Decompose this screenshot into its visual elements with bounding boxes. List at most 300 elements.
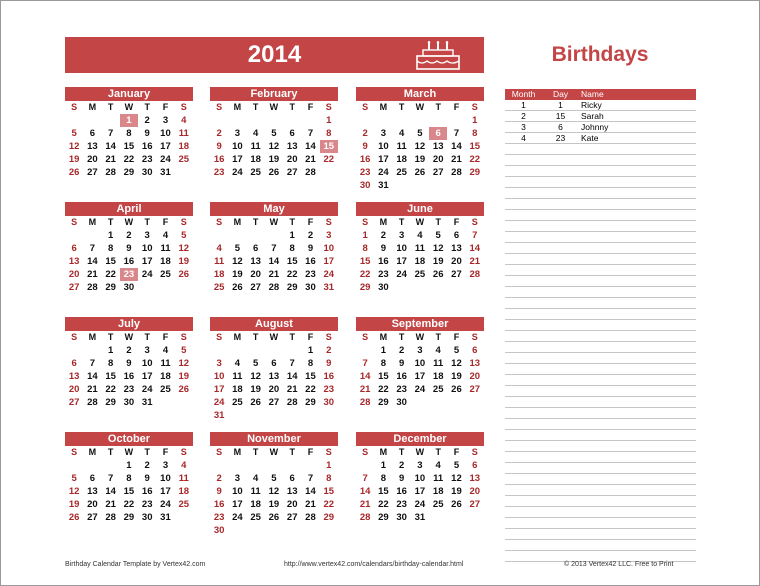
- day-cell: 23: [359, 167, 371, 178]
- empty-cell[interactable]: [505, 320, 542, 331]
- empty-cell[interactable]: [542, 507, 579, 518]
- day-cell: 15: [378, 486, 389, 497]
- day-cell: 1: [108, 230, 114, 241]
- empty-day-cell: [265, 524, 283, 537]
- birthday-day-cell: 15: [320, 140, 338, 153]
- weekday-label: F: [162, 332, 169, 342]
- day-cell: 20: [68, 269, 80, 280]
- day-cell: 5: [234, 243, 241, 254]
- day-cell: 12: [268, 486, 280, 497]
- week-row: [356, 114, 484, 127]
- day-cell: 25: [432, 384, 444, 395]
- day-cell: 14: [286, 371, 298, 382]
- week-row: [210, 281, 338, 294]
- empty-cell[interactable]: [579, 276, 696, 287]
- empty-cell[interactable]: [542, 452, 579, 463]
- weekday-label: S: [71, 102, 78, 112]
- empty-cell[interactable]: [505, 463, 542, 474]
- cell-name[interactable]: Ricky: [579, 100, 696, 111]
- day-cell: 13: [87, 486, 98, 497]
- day-cell: 27: [68, 282, 80, 293]
- empty-day-cell: [83, 229, 101, 242]
- weekday-label: T: [252, 447, 259, 457]
- empty-cell[interactable]: [542, 474, 579, 485]
- day-cell: 21: [305, 154, 316, 165]
- empty-cell[interactable]: [579, 199, 696, 210]
- week-row: [65, 114, 193, 127]
- day-cell: 8: [380, 358, 387, 369]
- week-row: [356, 255, 484, 268]
- day-cell: 5: [453, 460, 460, 471]
- day-cell: 27: [68, 397, 80, 408]
- empty-cell[interactable]: [579, 375, 696, 386]
- day-cell: 2: [380, 230, 387, 241]
- empty-cell[interactable]: [542, 298, 579, 309]
- cell-day[interactable]: 6: [542, 122, 579, 133]
- week-row: [65, 229, 193, 242]
- table-row-empty: [505, 199, 696, 210]
- table-row-empty: [505, 331, 696, 342]
- cell-month[interactable]: 4: [505, 133, 542, 144]
- empty-cell[interactable]: [542, 144, 579, 155]
- day-cell: 16: [123, 256, 135, 267]
- empty-cell[interactable]: [579, 551, 696, 562]
- empty-cell[interactable]: [505, 155, 542, 166]
- table-row-empty: [505, 441, 696, 452]
- cell-day[interactable]: 15: [542, 111, 579, 122]
- empty-cell[interactable]: [542, 540, 579, 551]
- day-cell: 16: [141, 486, 153, 497]
- empty-cell[interactable]: [542, 188, 579, 199]
- day-cell: 3: [162, 460, 169, 471]
- day-cell: 23: [141, 154, 153, 165]
- week-row: [210, 344, 338, 357]
- empty-cell[interactable]: [542, 177, 579, 188]
- month-title: November: [210, 432, 338, 446]
- day-cell: 2: [126, 345, 132, 356]
- day-cell: 14: [105, 141, 116, 152]
- table-row-empty: [505, 452, 696, 463]
- week-row: [356, 281, 484, 294]
- empty-cell[interactable]: [579, 331, 696, 342]
- empty-cell[interactable]: [579, 529, 696, 540]
- cell-name[interactable]: Johnny: [579, 122, 696, 133]
- empty-cell[interactable]: [542, 397, 579, 408]
- week-row: [65, 357, 193, 370]
- empty-cell[interactable]: [505, 144, 542, 155]
- empty-cell[interactable]: [579, 430, 696, 441]
- empty-cell[interactable]: [579, 320, 696, 331]
- day-cell: 6: [472, 460, 478, 471]
- empty-cell[interactable]: [579, 441, 696, 452]
- empty-cell[interactable]: [505, 232, 542, 243]
- week-row: [65, 268, 193, 281]
- cell-day[interactable]: 1: [542, 100, 579, 111]
- empty-cell[interactable]: [505, 353, 542, 364]
- day-cell: 6: [71, 243, 77, 254]
- empty-cell[interactable]: [579, 463, 696, 474]
- day-cell: 12: [451, 358, 462, 369]
- weekday-label: T: [435, 447, 441, 457]
- empty-cell[interactable]: [542, 254, 579, 265]
- empty-cell[interactable]: [505, 375, 542, 386]
- day-cell: 31: [213, 410, 225, 421]
- day-cell: 17: [141, 371, 153, 382]
- day-cell: 19: [178, 371, 190, 382]
- empty-cell[interactable]: [505, 452, 542, 463]
- empty-cell[interactable]: [579, 243, 696, 254]
- empty-day-cell: [411, 179, 429, 192]
- day-cell: 17: [232, 499, 243, 510]
- empty-cell[interactable]: [505, 188, 542, 199]
- empty-cell[interactable]: [579, 210, 696, 221]
- empty-cell[interactable]: [505, 309, 542, 320]
- empty-cell[interactable]: [579, 287, 696, 298]
- empty-cell[interactable]: [542, 309, 579, 320]
- empty-cell[interactable]: [579, 540, 696, 551]
- day-cell: 10: [160, 473, 171, 484]
- empty-cell[interactable]: [579, 397, 696, 408]
- empty-cell[interactable]: [579, 232, 696, 243]
- day-cell: 27: [469, 384, 481, 395]
- day-cell: 25: [213, 282, 225, 293]
- empty-cell[interactable]: [505, 474, 542, 485]
- empty-cell[interactable]: [505, 430, 542, 441]
- empty-cell[interactable]: [542, 485, 579, 496]
- cell-month[interactable]: 2: [505, 111, 542, 122]
- day-cell: 7: [108, 128, 114, 139]
- empty-cell[interactable]: [542, 265, 579, 276]
- day-cell: 13: [68, 256, 80, 267]
- cell-name[interactable]: Kate: [579, 133, 696, 144]
- day-cell: 8: [362, 243, 368, 254]
- empty-day-cell: [156, 281, 174, 294]
- day-cell: 8: [472, 128, 478, 139]
- week-row: [356, 153, 484, 166]
- empty-cell[interactable]: [505, 342, 542, 353]
- day-cell: 1: [380, 460, 387, 471]
- day-cell: 20: [268, 384, 280, 395]
- empty-cell[interactable]: [505, 507, 542, 518]
- day-cell: 27: [268, 397, 280, 408]
- day-cell: 23: [396, 499, 407, 510]
- empty-cell[interactable]: [505, 287, 542, 298]
- day-cell: 10: [414, 358, 426, 369]
- day-cell: 31: [160, 167, 171, 178]
- empty-cell[interactable]: [579, 155, 696, 166]
- day-cell: 9: [126, 243, 132, 254]
- cell-month[interactable]: 1: [505, 100, 542, 111]
- empty-day-cell: [228, 459, 246, 472]
- empty-cell[interactable]: [542, 529, 579, 540]
- empty-cell[interactable]: [579, 485, 696, 496]
- day-cell: 5: [253, 358, 259, 369]
- day-cell: 1: [380, 345, 387, 356]
- day-cell: 5: [435, 230, 441, 241]
- empty-day-cell: [83, 344, 101, 357]
- empty-cell[interactable]: [505, 441, 542, 452]
- birthdays-title: Birthdays: [551, 43, 649, 66]
- week-row: [356, 485, 484, 498]
- empty-cell[interactable]: [505, 364, 542, 375]
- day-cell: 5: [181, 345, 187, 356]
- empty-cell[interactable]: [579, 221, 696, 232]
- day-cell: 21: [87, 384, 98, 395]
- empty-cell[interactable]: [542, 375, 579, 386]
- day-cell: 26: [68, 167, 80, 178]
- day-cell: 10: [141, 358, 153, 369]
- table-row-empty: [505, 232, 696, 243]
- empty-cell[interactable]: [542, 287, 579, 298]
- day-cell: 13: [286, 486, 298, 497]
- day-cell: 25: [250, 512, 261, 523]
- day-cell: 19: [68, 154, 80, 165]
- empty-cell[interactable]: [542, 166, 579, 177]
- empty-cell[interactable]: [542, 441, 579, 452]
- column-header-day: Day: [542, 89, 579, 100]
- day-cell: 2: [216, 473, 222, 484]
- day-cell: 24: [160, 154, 171, 165]
- empty-cell[interactable]: [505, 419, 542, 430]
- empty-cell[interactable]: [542, 419, 579, 430]
- column-header-name: Name: [579, 89, 696, 100]
- weekday-label: S: [325, 332, 332, 342]
- day-cell: 23: [213, 512, 225, 523]
- empty-cell[interactable]: [579, 408, 696, 419]
- day-cell: 22: [323, 499, 335, 510]
- weekday-label: S: [362, 447, 369, 457]
- empty-cell[interactable]: [542, 320, 579, 331]
- empty-cell[interactable]: [579, 298, 696, 309]
- table-header-row: [505, 89, 696, 100]
- day-cell: 26: [250, 397, 261, 408]
- day-cell: 26: [178, 269, 190, 280]
- empty-cell[interactable]: [505, 265, 542, 276]
- cell-name[interactable]: Sarah: [579, 111, 696, 122]
- empty-cell[interactable]: [579, 177, 696, 188]
- day-cell: 26: [68, 512, 80, 523]
- day-cell: 3: [417, 460, 423, 471]
- empty-cell[interactable]: [542, 155, 579, 166]
- weekday-label: F: [162, 217, 169, 227]
- day-cell: 1: [289, 230, 295, 241]
- empty-cell[interactable]: [579, 518, 696, 529]
- empty-cell[interactable]: [542, 243, 579, 254]
- birthday-day-cell: 6: [429, 127, 447, 140]
- day-cell: 10: [378, 141, 389, 152]
- day-cell: 4: [181, 460, 187, 471]
- day-cell: 12: [178, 243, 190, 254]
- empty-cell[interactable]: [542, 430, 579, 441]
- day-cell: 25: [160, 269, 171, 280]
- day-cell: 16: [123, 371, 135, 382]
- day-cell: 29: [378, 397, 389, 408]
- empty-cell[interactable]: [542, 463, 579, 474]
- empty-day-cell: [247, 344, 265, 357]
- day-cell: 17: [232, 154, 243, 165]
- day-cell: 22: [123, 154, 135, 165]
- day-cell: 14: [359, 486, 371, 497]
- day-cell: 22: [378, 384, 389, 395]
- empty-cell[interactable]: [505, 529, 542, 540]
- empty-cell[interactable]: [542, 408, 579, 419]
- weekday-label: S: [180, 217, 187, 227]
- empty-cell[interactable]: [505, 221, 542, 232]
- empty-day-cell: [283, 524, 301, 537]
- table-row-empty: [505, 430, 696, 441]
- empty-cell[interactable]: [505, 485, 542, 496]
- day-cell: 16: [213, 154, 225, 165]
- empty-cell[interactable]: [542, 199, 579, 210]
- empty-cell[interactable]: [579, 419, 696, 430]
- empty-cell[interactable]: [505, 386, 542, 397]
- day-cell: 24: [378, 167, 389, 178]
- empty-cell[interactable]: [579, 342, 696, 353]
- cell-day[interactable]: 23: [542, 133, 579, 144]
- empty-cell[interactable]: [579, 309, 696, 320]
- week-row: [210, 268, 338, 281]
- day-cell: 7: [108, 473, 114, 484]
- day-cell: 20: [250, 269, 261, 280]
- empty-day-cell: [102, 459, 120, 472]
- empty-cell[interactable]: [542, 364, 579, 375]
- day-cell: 8: [326, 128, 332, 139]
- empty-cell[interactable]: [579, 353, 696, 364]
- empty-cell[interactable]: [579, 507, 696, 518]
- empty-cell[interactable]: [542, 386, 579, 397]
- empty-day-cell: [265, 459, 283, 472]
- day-cell: 12: [68, 486, 80, 497]
- empty-cell[interactable]: [579, 254, 696, 265]
- day-cell: 31: [160, 512, 171, 523]
- empty-cell[interactable]: [505, 540, 542, 551]
- empty-cell[interactable]: [542, 276, 579, 287]
- empty-cell[interactable]: [505, 177, 542, 188]
- table-row-empty: [505, 254, 696, 265]
- cell-month[interactable]: 3: [505, 122, 542, 133]
- empty-cell[interactable]: [505, 199, 542, 210]
- empty-cell[interactable]: [542, 232, 579, 243]
- weekday-label: S: [325, 447, 332, 457]
- empty-cell[interactable]: [505, 397, 542, 408]
- day-cell: 5: [71, 473, 77, 484]
- empty-day-cell: [429, 396, 447, 409]
- week-row: [210, 114, 338, 127]
- week-row: [65, 498, 193, 511]
- empty-cell[interactable]: [542, 210, 579, 221]
- day-cell: 29: [123, 167, 135, 178]
- week-row: [65, 255, 193, 268]
- weekday-header-row: [210, 101, 338, 113]
- week-row: [65, 472, 193, 485]
- weekday-label: S: [362, 102, 369, 112]
- day-cell: 24: [141, 269, 153, 280]
- empty-cell[interactable]: [579, 496, 696, 507]
- day-cell: 5: [271, 128, 277, 139]
- empty-cell[interactable]: [505, 243, 542, 254]
- birthday-table: [505, 89, 696, 562]
- day-cell: 16: [141, 141, 153, 152]
- weekday-label: S: [362, 217, 369, 227]
- footer-credit: Birthday Calendar Template by Vertex42.com: [65, 561, 206, 568]
- empty-cell[interactable]: [579, 144, 696, 155]
- empty-cell[interactable]: [579, 386, 696, 397]
- empty-cell[interactable]: [505, 298, 542, 309]
- weekday-label: M: [88, 332, 97, 342]
- empty-day-cell: [429, 179, 447, 192]
- empty-cell[interactable]: [542, 353, 579, 364]
- month-june: [356, 202, 484, 294]
- day-cell: 24: [323, 269, 335, 280]
- empty-cell[interactable]: [505, 254, 542, 265]
- table-row-empty: [505, 320, 696, 331]
- footer-copyright: © 2013 Vertex42 LLC. Free to Print: [564, 561, 674, 568]
- day-cell: 6: [89, 128, 96, 139]
- day-cell: 17: [396, 256, 407, 267]
- day-cell: 2: [307, 230, 314, 241]
- empty-day-cell: [265, 344, 283, 357]
- day-cell: 7: [307, 128, 314, 139]
- empty-cell[interactable]: [542, 221, 579, 232]
- empty-cell[interactable]: [579, 364, 696, 375]
- empty-cell[interactable]: [542, 496, 579, 507]
- empty-day-cell: [283, 114, 301, 127]
- empty-cell[interactable]: [505, 276, 542, 287]
- empty-cell[interactable]: [542, 518, 579, 529]
- day-cell: 26: [268, 512, 280, 523]
- day-cell: 14: [305, 486, 316, 497]
- day-cell: 20: [68, 384, 80, 395]
- empty-cell[interactable]: [579, 188, 696, 199]
- weekday-label: F: [307, 447, 314, 457]
- empty-cell[interactable]: [505, 518, 542, 529]
- empty-cell[interactable]: [579, 265, 696, 276]
- day-cell: 18: [178, 486, 190, 497]
- table-row-empty: [505, 353, 696, 364]
- footer-url[interactable]: http://www.vertex42.com/calendars/birthday-calendar.html: [284, 561, 464, 568]
- table-row-empty: [505, 364, 696, 375]
- week-row: [210, 498, 338, 511]
- empty-cell[interactable]: [505, 166, 542, 177]
- empty-cell[interactable]: [542, 331, 579, 342]
- week-row: [210, 127, 338, 140]
- month-january: [65, 87, 193, 179]
- empty-cell[interactable]: [579, 452, 696, 463]
- empty-cell[interactable]: [505, 496, 542, 507]
- weekday-label: W: [415, 332, 425, 342]
- weekday-label: T: [144, 447, 150, 457]
- week-row: [210, 153, 338, 166]
- empty-cell[interactable]: [579, 166, 696, 177]
- empty-day-cell: [301, 409, 319, 422]
- empty-cell[interactable]: [542, 342, 579, 353]
- table-row-empty: [505, 276, 696, 287]
- weekday-label: W: [415, 447, 425, 457]
- week-row: [210, 409, 338, 422]
- empty-cell[interactable]: [505, 210, 542, 221]
- weekday-label: W: [269, 217, 279, 227]
- day-cell: 21: [87, 269, 98, 280]
- weekday-label: T: [435, 102, 441, 112]
- weekday-label: T: [398, 447, 405, 457]
- empty-cell[interactable]: [579, 474, 696, 485]
- empty-cell[interactable]: [505, 408, 542, 419]
- empty-cell[interactable]: [505, 551, 542, 562]
- empty-cell[interactable]: [505, 331, 542, 342]
- empty-cell[interactable]: [542, 551, 579, 562]
- day-cell: 22: [105, 269, 116, 280]
- day-cell: 28: [268, 282, 280, 293]
